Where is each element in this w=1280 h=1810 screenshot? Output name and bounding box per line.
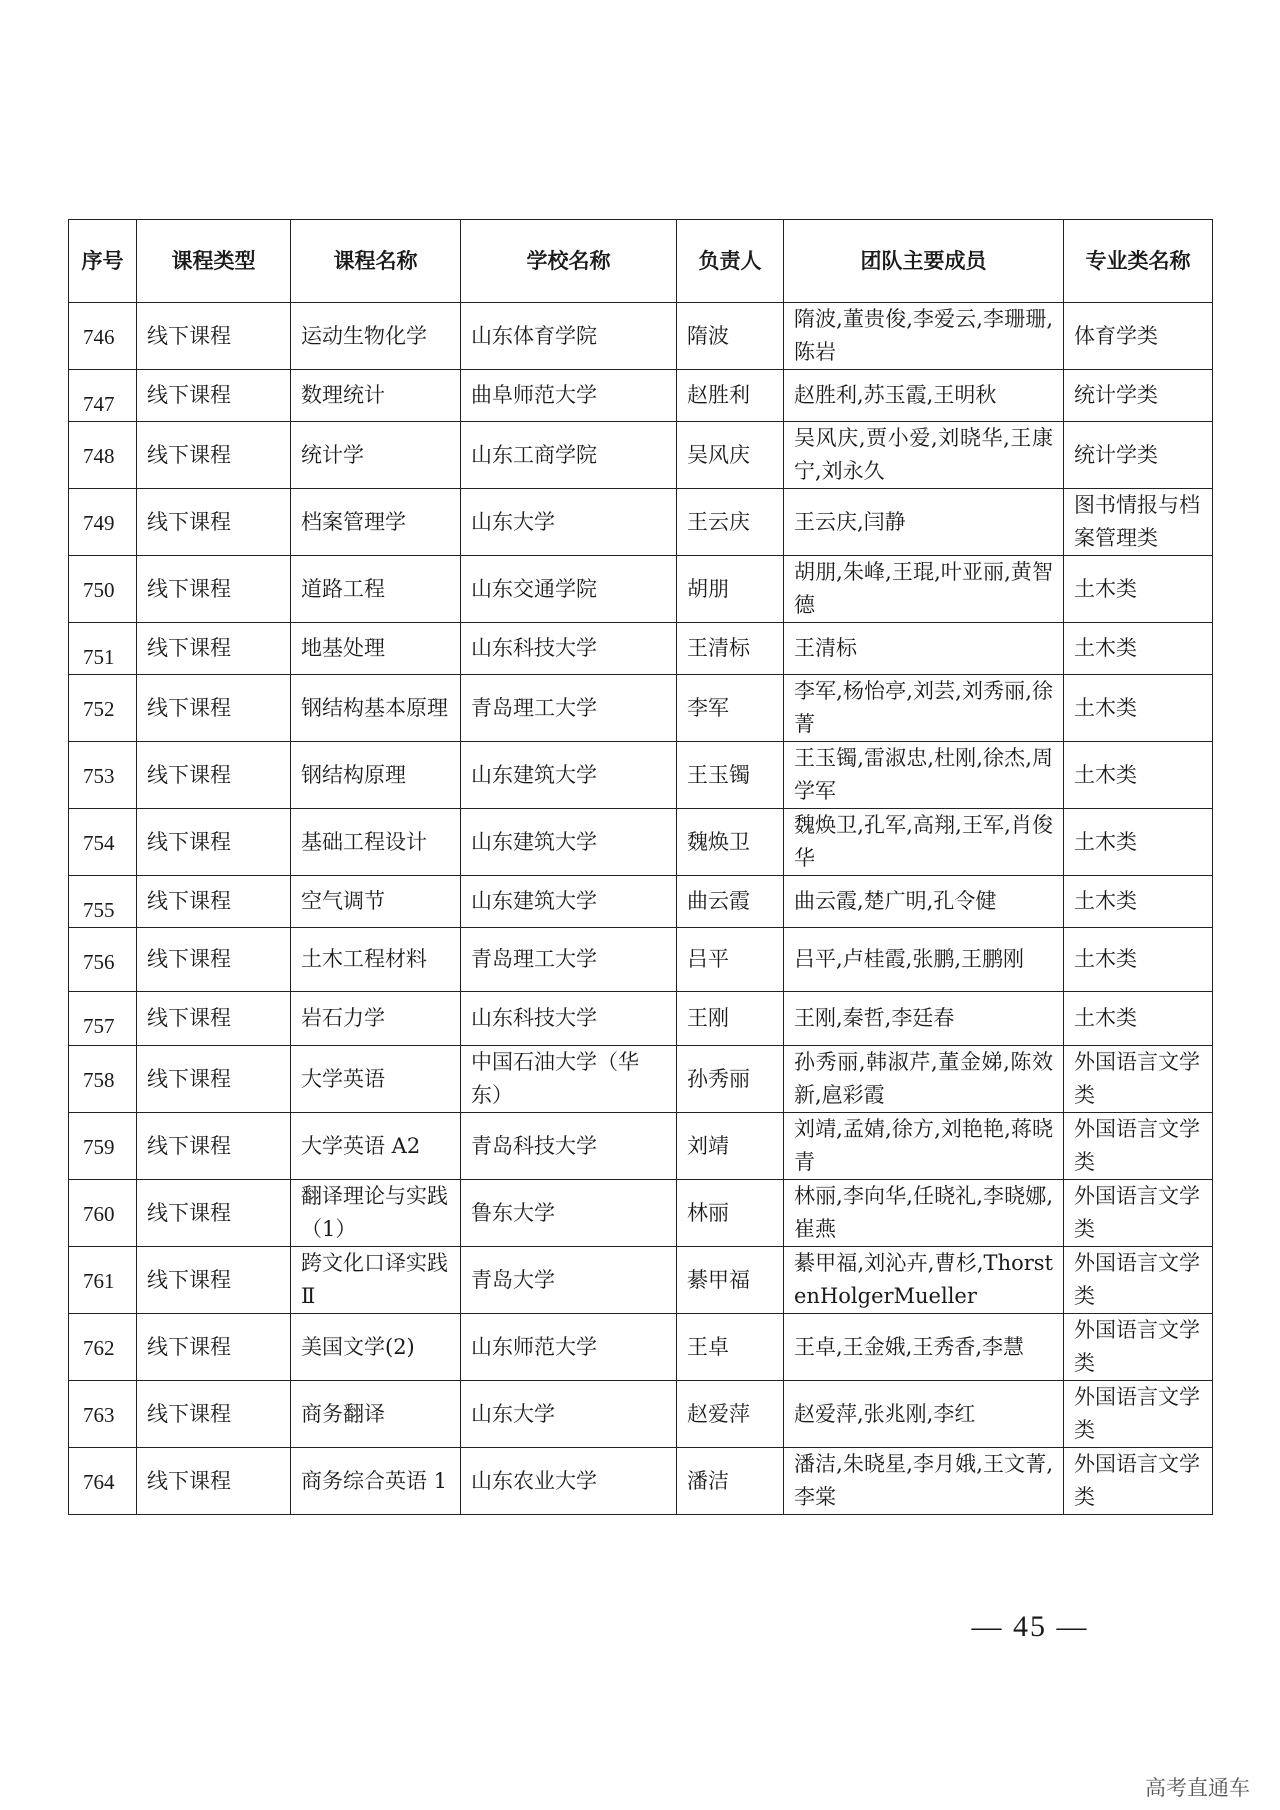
row-category: 体育学类 <box>1064 303 1213 370</box>
row-team-members: 潘洁,朱晓星,李月娥,王文菁,李棠 <box>784 1448 1064 1515</box>
row-school-name: 青岛理工大学 <box>461 928 677 992</box>
row-seq: 757 <box>69 992 137 1046</box>
row-school-name: 山东建筑大学 <box>461 876 677 928</box>
row-leader: 孙秀丽 <box>677 1046 784 1113</box>
row-leader: 魏焕卫 <box>677 809 784 876</box>
row-school-name: 山东大学 <box>461 489 677 556</box>
row-leader: 王刚 <box>677 992 784 1046</box>
row-leader: 林丽 <box>677 1180 784 1247</box>
header-seq: 序号 <box>69 220 137 303</box>
row-team-members: 刘靖,孟婧,徐方,刘艳艳,蒋晓青 <box>784 1113 1064 1180</box>
table-row <box>69 303 1213 370</box>
row-course-type: 线下课程 <box>137 1180 291 1247</box>
row-seq: 763 <box>69 1381 137 1448</box>
row-category: 外国语言文学类 <box>1064 1046 1213 1113</box>
row-course-name: 美国文学(2) <box>291 1314 461 1381</box>
table-row <box>69 623 1213 675</box>
row-course-type: 线下课程 <box>137 303 291 370</box>
row-course-type: 线下课程 <box>137 1046 291 1113</box>
row-team-members: 王云庆,闫静 <box>784 489 1064 556</box>
table-row <box>69 489 1213 556</box>
row-school-name: 中国石油大学（华东） <box>461 1046 677 1113</box>
row-category: 土木类 <box>1064 876 1213 928</box>
row-course-type: 线下课程 <box>137 1314 291 1381</box>
row-leader: 潘洁 <box>677 1448 784 1515</box>
row-course-name: 统计学 <box>291 422 461 489</box>
row-leader: 胡朋 <box>677 556 784 623</box>
row-course-name: 翻译理论与实践（1） <box>291 1180 461 1247</box>
row-course-name: 道路工程 <box>291 556 461 623</box>
row-category: 土木类 <box>1064 742 1213 809</box>
row-course-type: 线下课程 <box>137 809 291 876</box>
table-row <box>69 876 1213 928</box>
table-row <box>69 1448 1213 1515</box>
row-team-members: 王卓,王金娥,王秀香,李慧 <box>784 1314 1064 1381</box>
row-category: 土木类 <box>1064 556 1213 623</box>
row-course-name: 土木工程材料 <box>291 928 461 992</box>
row-course-type: 线下课程 <box>137 876 291 928</box>
course-table <box>68 219 1213 1515</box>
row-leader: 王清标 <box>677 623 784 675</box>
row-course-name: 大学英语 A2 <box>291 1113 461 1180</box>
row-course-type: 线下课程 <box>137 1448 291 1515</box>
header-leader: 负责人 <box>677 220 784 303</box>
row-category: 外国语言文学类 <box>1064 1113 1213 1180</box>
row-school-name: 山东工商学院 <box>461 422 677 489</box>
row-school-name: 青岛科技大学 <box>461 1113 677 1180</box>
row-course-name: 基础工程设计 <box>291 809 461 876</box>
row-category: 外国语言文学类 <box>1064 1180 1213 1247</box>
row-team-members: 赵爱萍,张兆刚,李红 <box>784 1381 1064 1448</box>
table-row <box>69 1381 1213 1448</box>
row-course-name: 地基处理 <box>291 623 461 675</box>
row-team-members: 魏焕卫,孔军,高翔,王军,肖俊华 <box>784 809 1064 876</box>
row-seq: 752 <box>69 675 137 742</box>
table-body <box>69 303 1213 1515</box>
row-course-type: 线下课程 <box>137 1247 291 1314</box>
row-school-name: 青岛理工大学 <box>461 675 677 742</box>
table-header-row <box>69 220 1213 303</box>
page-number: — 45 — <box>971 1610 1089 1643</box>
row-course-name: 跨文化口译实践Ⅱ <box>291 1247 461 1314</box>
row-team-members: 隋波,董贵俊,李爱云,李珊珊,陈岩 <box>784 303 1064 370</box>
row-category: 外国语言文学类 <box>1064 1314 1213 1381</box>
table-row <box>69 992 1213 1046</box>
row-seq: 755 <box>69 876 137 928</box>
row-course-type: 线下课程 <box>137 992 291 1046</box>
row-team-members: 赵胜利,苏玉霞,王明秋 <box>784 370 1064 422</box>
table-row <box>69 1046 1213 1113</box>
row-course-name: 岩石力学 <box>291 992 461 1046</box>
row-course-type: 线下课程 <box>137 556 291 623</box>
row-category: 外国语言文学类 <box>1064 1448 1213 1515</box>
row-course-type: 线下课程 <box>137 675 291 742</box>
row-school-name: 山东大学 <box>461 1381 677 1448</box>
row-course-type: 线下课程 <box>137 623 291 675</box>
row-seq: 747 <box>69 370 137 422</box>
table-row <box>69 742 1213 809</box>
row-school-name: 山东农业大学 <box>461 1448 677 1515</box>
row-school-name: 曲阜师范大学 <box>461 370 677 422</box>
row-course-name: 大学英语 <box>291 1046 461 1113</box>
row-school-name: 山东交通学院 <box>461 556 677 623</box>
row-leader: 刘靖 <box>677 1113 784 1180</box>
row-team-members: 胡朋,朱峰,王琨,叶亚丽,黄智德 <box>784 556 1064 623</box>
row-team-members: 李军,杨怡亭,刘芸,刘秀丽,徐菁 <box>784 675 1064 742</box>
row-leader: 李军 <box>677 675 784 742</box>
row-course-name: 空气调节 <box>291 876 461 928</box>
row-seq: 761 <box>69 1247 137 1314</box>
row-leader: 吕平 <box>677 928 784 992</box>
row-leader: 赵爱萍 <box>677 1381 784 1448</box>
row-seq: 764 <box>69 1448 137 1515</box>
row-course-type: 线下课程 <box>137 742 291 809</box>
row-leader: 曲云霞 <box>677 876 784 928</box>
header-course-type: 课程类型 <box>137 220 291 303</box>
row-team-members: 吴风庆,贾小爱,刘晓华,王康宁,刘永久 <box>784 422 1064 489</box>
row-seq: 751 <box>69 623 137 675</box>
row-team-members: 曲云霞,楚广明,孔令健 <box>784 876 1064 928</box>
row-course-name: 商务翻译 <box>291 1381 461 1448</box>
row-team-members: 王玉镯,雷淑忠,杜刚,徐杰,周学军 <box>784 742 1064 809</box>
row-leader: 王玉镯 <box>677 742 784 809</box>
table-row <box>69 1113 1213 1180</box>
row-team-members: 林丽,李向华,任晓礼,李晓娜,崔燕 <box>784 1180 1064 1247</box>
header-course-name: 课程名称 <box>291 220 461 303</box>
row-seq: 754 <box>69 809 137 876</box>
row-category: 土木类 <box>1064 675 1213 742</box>
row-team-members: 王清标 <box>784 623 1064 675</box>
row-course-name: 钢结构原理 <box>291 742 461 809</box>
table-row <box>69 675 1213 742</box>
row-school-name: 山东科技大学 <box>461 992 677 1046</box>
row-course-type: 线下课程 <box>137 370 291 422</box>
row-school-name: 青岛大学 <box>461 1247 677 1314</box>
row-leader: 綦甲福 <box>677 1247 784 1314</box>
row-category: 统计学类 <box>1064 422 1213 489</box>
row-leader: 王卓 <box>677 1314 784 1381</box>
row-course-name: 商务综合英语 1 <box>291 1448 461 1515</box>
row-team-members: 王刚,秦哲,李廷春 <box>784 992 1064 1046</box>
row-school-name: 山东建筑大学 <box>461 809 677 876</box>
row-team-members: 吕平,卢桂霞,张鹏,王鹏刚 <box>784 928 1064 992</box>
table-row <box>69 1180 1213 1247</box>
row-leader: 隋波 <box>677 303 784 370</box>
row-seq: 760 <box>69 1180 137 1247</box>
row-category: 土木类 <box>1064 623 1213 675</box>
row-course-name: 档案管理学 <box>291 489 461 556</box>
row-category: 图书情报与档案管理类 <box>1064 489 1213 556</box>
table-row <box>69 556 1213 623</box>
table-row <box>69 1314 1213 1381</box>
row-leader: 王云庆 <box>677 489 784 556</box>
row-course-name: 运动生物化学 <box>291 303 461 370</box>
header-team-members: 团队主要成员 <box>784 220 1064 303</box>
row-seq: 759 <box>69 1113 137 1180</box>
header-category: 专业类名称 <box>1064 220 1213 303</box>
watermark-text: 高考直通车 <box>1145 1776 1250 1800</box>
row-category: 外国语言文学类 <box>1064 1247 1213 1314</box>
row-category: 外国语言文学类 <box>1064 1381 1213 1448</box>
header-school-name: 学校名称 <box>461 220 677 303</box>
row-category: 土木类 <box>1064 992 1213 1046</box>
row-school-name: 鲁东大学 <box>461 1180 677 1247</box>
table-row <box>69 928 1213 992</box>
row-course-type: 线下课程 <box>137 928 291 992</box>
row-team-members: 孙秀丽,韩淑芹,董金娣,陈效新,扈彩霞 <box>784 1046 1064 1113</box>
row-leader: 赵胜利 <box>677 370 784 422</box>
row-course-type: 线下课程 <box>137 1113 291 1180</box>
table-row <box>69 1247 1213 1314</box>
table-row <box>69 809 1213 876</box>
row-course-type: 线下课程 <box>137 1381 291 1448</box>
row-seq: 758 <box>69 1046 137 1113</box>
row-school-name: 山东师范大学 <box>461 1314 677 1381</box>
row-school-name: 山东体育学院 <box>461 303 677 370</box>
row-seq: 749 <box>69 489 137 556</box>
row-course-type: 线下课程 <box>137 489 291 556</box>
course-table-container <box>68 219 1212 1515</box>
table-row <box>69 370 1213 422</box>
row-seq: 750 <box>69 556 137 623</box>
row-category: 土木类 <box>1064 928 1213 992</box>
row-leader: 吴风庆 <box>677 422 784 489</box>
row-school-name: 山东科技大学 <box>461 623 677 675</box>
row-course-type: 线下课程 <box>137 422 291 489</box>
row-team-members: 綦甲福,刘沁卉,曹杉,ThorstenHolgerMueller <box>784 1247 1064 1314</box>
row-seq: 748 <box>69 422 137 489</box>
row-seq: 746 <box>69 303 137 370</box>
row-course-name: 数理统计 <box>291 370 461 422</box>
row-category: 土木类 <box>1064 809 1213 876</box>
row-seq: 756 <box>69 928 137 992</box>
row-school-name: 山东建筑大学 <box>461 742 677 809</box>
row-seq: 753 <box>69 742 137 809</box>
row-category: 统计学类 <box>1064 370 1213 422</box>
row-seq: 762 <box>69 1314 137 1381</box>
table-row <box>69 422 1213 489</box>
row-course-name: 钢结构基本原理 <box>291 675 461 742</box>
